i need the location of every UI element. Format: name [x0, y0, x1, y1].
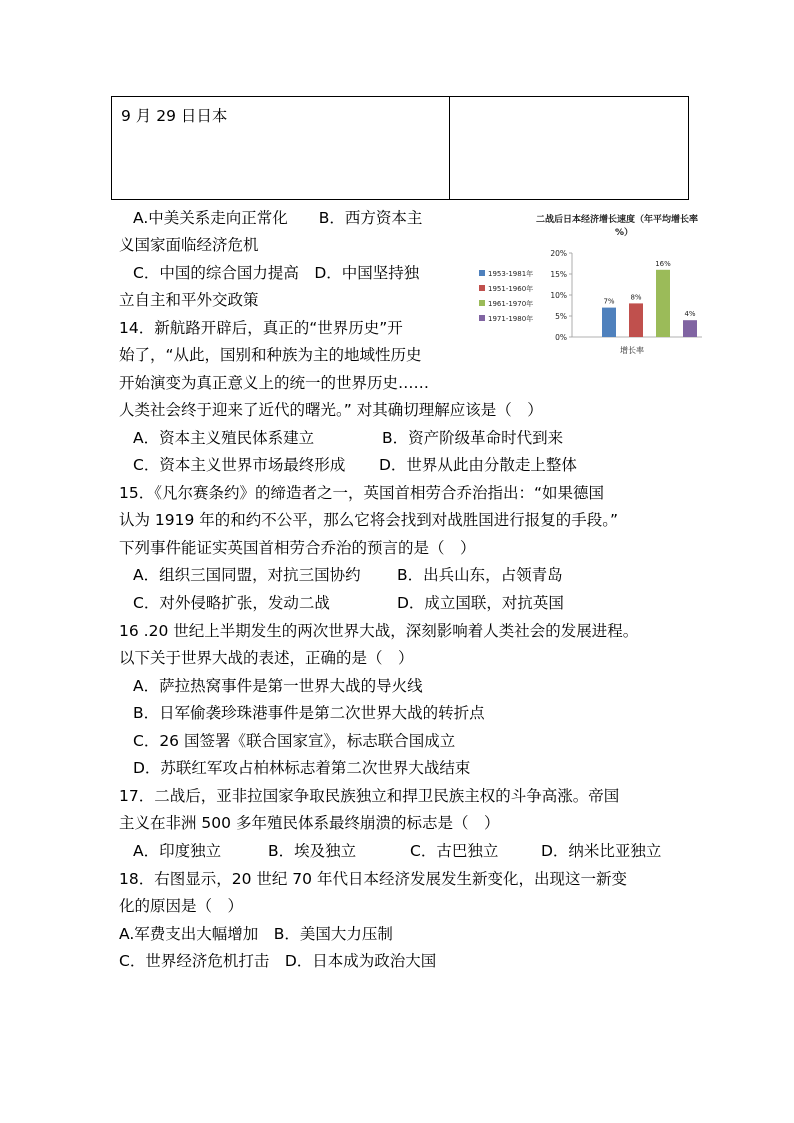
- table-cell-text: 9 月 29 日日本: [121, 107, 228, 125]
- q13-line4: 立自主和平外交政策: [119, 291, 259, 309]
- q13-line3: C．中国的综合国力提高 D．中国坚持独: [133, 264, 420, 282]
- q15-option-d: D．成立国联，对抗英国: [397, 594, 564, 612]
- q16-option-c: C．26 国签署《联合国家宣》，标志联合国成立: [133, 732, 456, 750]
- chart-title-line1: 二战后日本经济增长速度（年平均增长率: [535, 215, 699, 225]
- bar: [656, 270, 670, 337]
- legend-swatch: [479, 300, 485, 306]
- bar: [683, 320, 697, 337]
- legend-swatch: [479, 285, 485, 291]
- q14-line3: 开始演变为真正意义上的统一的世界历史……: [119, 374, 430, 392]
- q14-option-d: D．世界从此由分散走上整体: [379, 456, 577, 474]
- q17-line1: 17．二战后，亚非拉国家争取民族独立和捍卫民族主权的斗争高涨。帝国: [119, 787, 620, 805]
- y-axis: [550, 249, 702, 342]
- bar-data-label: 16%: [655, 259, 671, 268]
- bar-data-label: 8%: [630, 293, 642, 302]
- q18-options-2: C．世界经济危机打击 D．日本成为政治大国: [119, 952, 437, 970]
- q16-option-d: D．苏联红军攻占柏林标志着第二次世界大战结束: [133, 759, 471, 777]
- q17-option-c: C．古巴独立: [410, 842, 499, 860]
- q15-option-c: C．对外侵略扩张，发动二战: [133, 594, 330, 612]
- q17-option-b: B．埃及独立: [268, 842, 357, 860]
- q16-option-a: A．萨拉热窝事件是第一世界大战的导火线: [133, 677, 423, 695]
- q15-line2: 认为 1919 年的和约不公平，那么它将会找到对战胜国进行报复的手段。”: [119, 511, 619, 529]
- bar-data-label: 4%: [684, 310, 696, 319]
- chart-svg: [474, 210, 736, 370]
- q18-line2: 化的原因是（ ）: [119, 897, 244, 915]
- legend-label: 1953-1981年: [488, 270, 534, 278]
- q14-line4: 人类社会终于迎来了近代的曙光。” 对其确切理解应该是（ ）: [119, 401, 543, 419]
- q16-line1: 16 .20 世纪上半期发生的两次世界大战，深刻影响着人类社会的发展进程。: [119, 622, 639, 640]
- q17-option-a: A．印度独立: [133, 842, 222, 860]
- bar-data-label: 7%: [603, 297, 615, 306]
- q16-option-b: B．日军偷袭珍珠港事件是第二次世界大战的转折点: [133, 704, 485, 722]
- q18-line1: 18．右图显示，20 世纪 70 年代日本经济发展发生新变化，出现这一新变: [119, 870, 627, 888]
- q15-option-a: A．组织三国同盟，对抗三国协约: [133, 566, 361, 584]
- q15-line3: 下列事件能证实英国首相劳合乔治的预言的是（ ）: [119, 539, 476, 557]
- legend-label: 1951-1960年: [488, 285, 534, 293]
- q16-line2: 以下关于世界大战的表述，正确的是（ ）: [119, 649, 414, 667]
- legend-swatch: [479, 315, 485, 321]
- y-tick-label: 10%: [550, 291, 567, 300]
- bar: [602, 308, 616, 337]
- japan-growth-chart: [474, 210, 736, 370]
- q14-line1: 14．新航路开辟后，真正的“世界历史”开: [119, 319, 403, 337]
- legend-label: 1961-1970年: [488, 300, 534, 308]
- q15-line1: 15．《凡尔赛条约》的缔造者之一，英国首相劳合乔治指出：“如果德国: [119, 484, 605, 502]
- q13-line1: A.中美关系走向正常化 B．西方资本主: [133, 209, 423, 227]
- q14-option-b: B．资产阶级革命时代到来: [382, 429, 564, 447]
- q18-options-1: A.军费支出大幅增加 B．美国大力压制: [119, 925, 393, 943]
- x-axis-label: 增长率: [620, 346, 644, 355]
- y-tick-label: 15%: [550, 270, 567, 279]
- q15-option-b: B．出兵山东，占领青岛: [397, 566, 563, 584]
- y-tick-label: 0%: [555, 333, 567, 342]
- q14-option-a: A．资本主义殖民体系建立: [133, 429, 315, 447]
- q17-line2: 主义在非洲 500 多年殖民体系最终崩溃的标志是（ ）: [119, 814, 500, 832]
- table-column-divider: [449, 97, 450, 199]
- answer-table: [111, 96, 689, 200]
- legend-swatch: [479, 270, 485, 276]
- q14-option-c: C．资本主义世界市场最终形成: [133, 456, 346, 474]
- q14-line2: 始了，“从此，国别和种族为主的地域性历史: [119, 346, 422, 364]
- chart-title-line2: %）: [614, 228, 634, 238]
- bar: [629, 303, 643, 337]
- chart-legend: [479, 269, 533, 323]
- q13-line2: 义国家面临经济危机: [119, 236, 259, 254]
- chart-bars: [602, 260, 697, 337]
- legend-label: 1971-1980年: [488, 315, 534, 323]
- y-tick-label: 5%: [555, 312, 567, 321]
- q17-option-d: D．纳米比亚独立: [541, 842, 662, 860]
- y-tick-label: 20%: [550, 249, 567, 258]
